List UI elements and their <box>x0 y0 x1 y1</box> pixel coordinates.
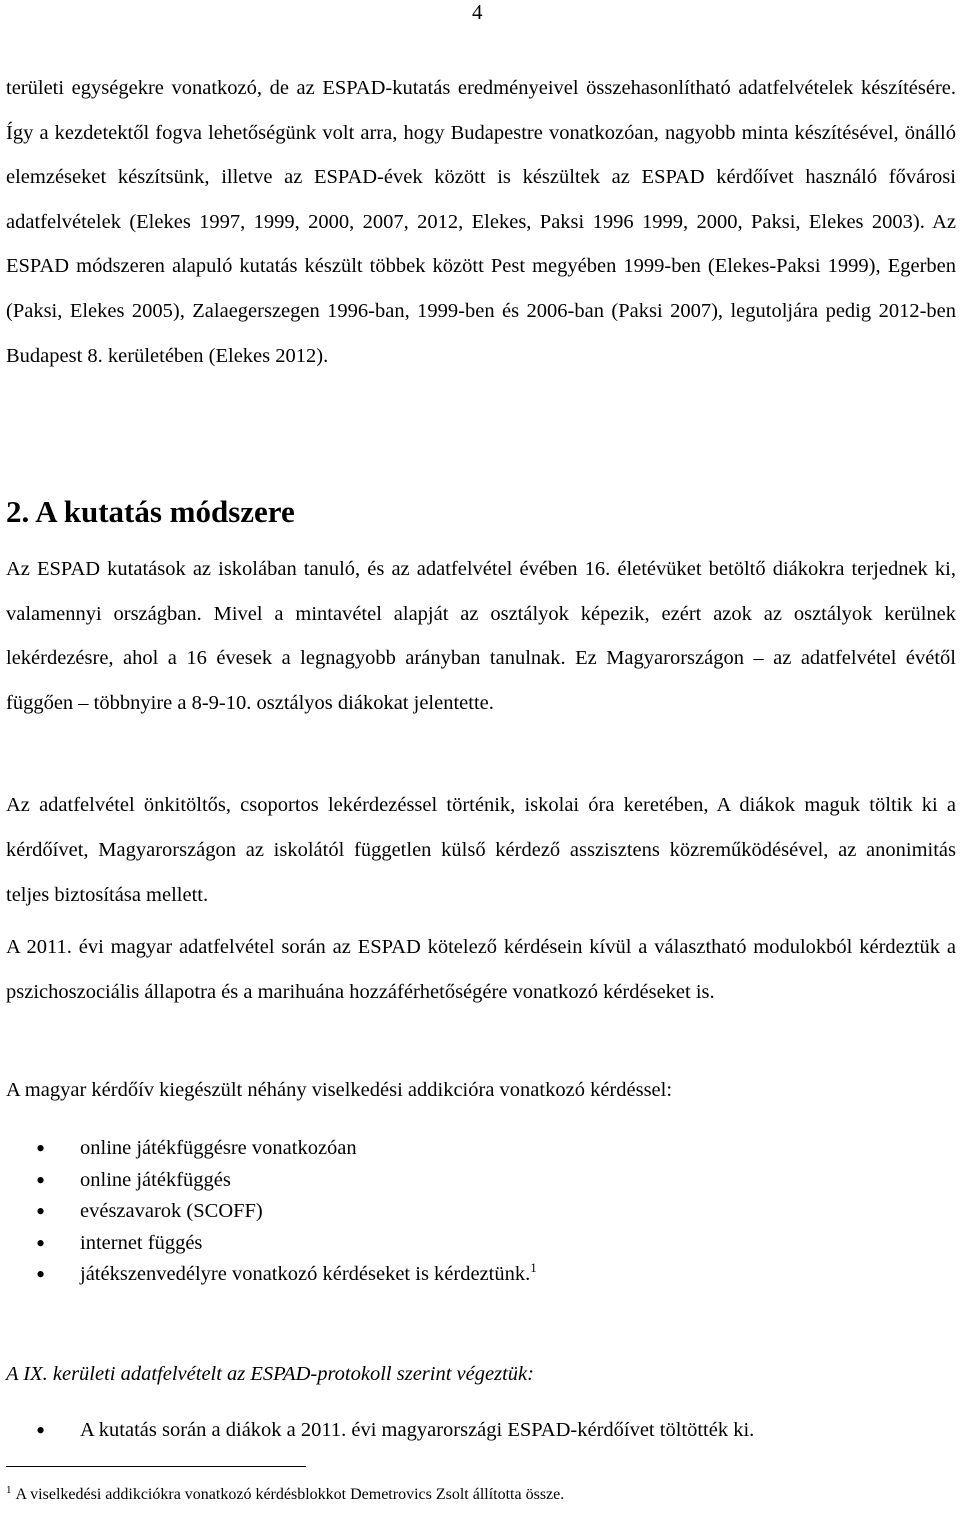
paragraph-previous-research: területi egységekre vonatkozó, de az ESPAD-kutatás eredményeivel összehasonlítható adatfelvételek készítésére. Így a kezdetektől fogva lehetőségünk volt arra, hogy Budapestre vonatkozóan, nagyobb minta készítésével, önálló elemzéseket készítsünk, illetve az ESPAD-évek között is készültek az ESPAD kérdőívet használó fővárosi adatfelvételek (Elekes 1997, 1999, 2000, 2007, 2012, Elekes, Paksi 1996 1999, 2000, Paksi, Elekes 2003). Az ESPAD módszeren alapuló kutatás készült többek között Pest megyében 1999-ben (Elekes-Paksi 1999), Egerben (Paksi, Elekes 2005), Zalaegerszegen 1996-ban, 1999-ben és 2006-ban (Paksi 2007), legutoljára pedig 2012-ben Budapest 8. kerületében (Elekes 2012). <box>6 77 956 367</box>
protocol-list <box>0 1415 754 1447</box>
list-item-text: evészavarok (SCOFF) <box>80 1200 263 1223</box>
list-item-text: online játékfüggés <box>80 1168 231 1191</box>
list-item <box>0 1196 537 1228</box>
addiction-question-list <box>0 1133 537 1291</box>
list-item <box>0 1133 537 1165</box>
paragraph-modules: A 2011. évi magyar adatfelvétel során az ESPAD kötelező kérdésein kívül a választható modulokból kérdeztük a pszichoszociális állapotra és a marihuána hozzáférhetőségére vonatkozó kérdéseket is. <box>6 936 956 1003</box>
list-item <box>0 1415 754 1447</box>
footnote-reference[interactable]: 1 <box>530 1260 537 1276</box>
list-item <box>0 1228 537 1260</box>
paragraph-district-protocol: A IX. kerületi adatfelvételt az ESPAD-protokoll szerint végeztük: <box>6 1363 534 1385</box>
section-heading: 2. A kutatás módszere <box>6 494 295 529</box>
footnote-separator <box>6 1466 306 1467</box>
paragraph-addiction-questions: A magyar kérdőív kiegészült néhány viselkedési addikcióra vonatkozó kérdéssel: <box>6 1079 673 1101</box>
page-number: 4 <box>472 0 483 24</box>
list-item <box>0 1165 537 1197</box>
list-item-text: internet függés <box>80 1231 203 1254</box>
list-item-text: játékszenvedélyre vonatkozó kérdéseket is kérdeztünk. <box>80 1263 531 1286</box>
list-item-text: A kutatás során a diákok a 2011. évi magyarországi ESPAD-kérdőívet töltötték ki. <box>80 1419 755 1441</box>
footnote-text: A viselkedési addikciókra vonatkozó kérdésblokkot Demetrovics Zsolt állította össze. <box>15 1486 565 1503</box>
footnote <box>6 1484 564 1506</box>
paragraph-target-population: Az ESPAD kutatások az iskolában tanuló, és az adatfelvétel évében 16. életévüket betöltő diákokra terjednek ki, valamennyi országban. Mivel a mintavétel alapját az osztályok képezik, ezért azok az osztályok kerülnek lekérdezésre, ahol a 16 évesek a legnagyobb arányban tanulnak. Ez Magyarországon – az adatfelvétel évétől függően – többnyire a 8-9-10. osztályos diákokat jelentette. <box>6 558 956 714</box>
paragraph-data-collection: Az adatfelvétel önkitöltős, csoportos lekérdezéssel történik, iskolai óra keretében, A diákok maguk töltik ki a kérdőívet, Magyarországon az iskolától független külső kérdező asszisztens közreműködésével, az anonimitás teljes biztosítása mellett. <box>6 794 956 906</box>
footnote-number: 1 <box>6 1483 12 1496</box>
list-item-text: online játékfüggésre vonatkozóan <box>80 1137 357 1159</box>
list-item <box>0 1259 537 1291</box>
